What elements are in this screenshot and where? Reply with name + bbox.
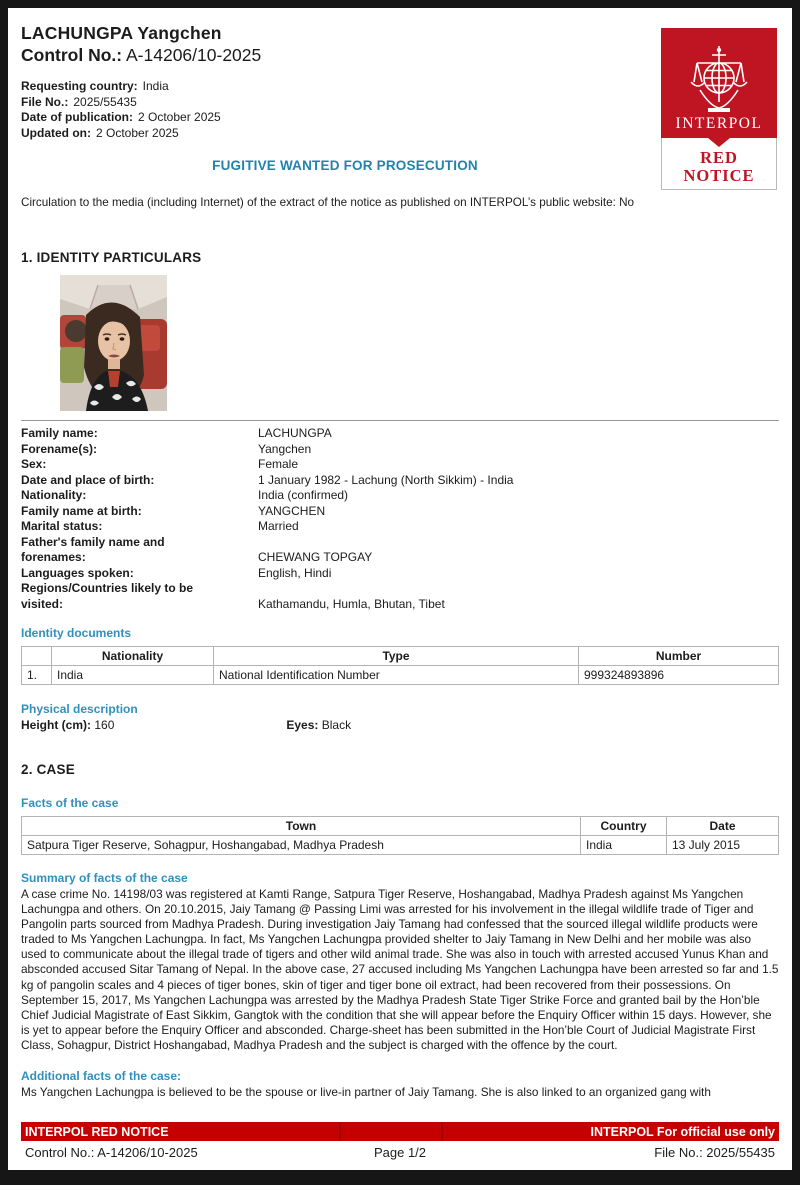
circulation-statement: Circulation to the media (including Internet) of the extract of the notice as published on INTERPOL’s public website: No (21, 196, 635, 209)
col-nationality: Nationality (52, 647, 214, 666)
control-number-label: Control No.: (21, 45, 123, 65)
control-number-value: A-14206/10-2025 (126, 45, 262, 65)
additional-facts-text: Ms Yangchen Lachungpa is believed to be the spouse or live-in partner of Jaiy Tamang. She is also linked to an organized gang with (21, 1085, 711, 1100)
publication-date-value: 2 October 2025 (138, 110, 221, 124)
interpol-emblem-icon (688, 44, 750, 116)
updated-on-value: 2 October 2025 (96, 125, 179, 140)
footer-bar-seam (441, 1122, 443, 1141)
wanted-banner: FUGITIVE WANTED FOR PROSECUTION (212, 158, 478, 173)
footer-file-number: File No.: 2025/55435 (654, 1145, 775, 1161)
field-family-name: Family name: LACHUNGPA (21, 426, 332, 440)
identity-documents-heading: Identity documents (21, 626, 132, 640)
requesting-country-label: Requesting country: (21, 79, 138, 93)
field-father-name: Father's family name and forenames: CHEWANG TOPGAY (21, 534, 373, 564)
field-languages: Languages spoken: English, Hindi (21, 565, 332, 580)
field-sex: Sex: Female (21, 457, 299, 471)
eyes-item: Eyes: Black (286, 718, 352, 732)
summary-heading: Summary of facts of the case (21, 871, 188, 885)
col-number: Number (579, 647, 779, 666)
doc-type: National Identification Number (214, 666, 579, 685)
suspect-photo (60, 275, 167, 411)
identity-documents-header-row (22, 647, 779, 666)
facts-header-row (22, 817, 779, 836)
red-notice-type (683, 149, 754, 185)
field-regions: Regions/Countries likely to be visited: Kathamandu, Humla, Bhutan, Tibet (21, 581, 445, 611)
field-family-name-at-birth: Family name at birth: YANGCHEN (21, 503, 326, 518)
divider (21, 420, 779, 421)
summary-text: A case crime No. 14198/03 was registered at Kamti Range, Satpura Tiger Reserve, Hoshangabad, Madhya Pradesh against Ms Yangchen Lachungpa and others. On 20.10.2015, Jaiy Tamang @ Passing Limi was arrested for his involvement in the illegal wildlife trade of Tiger and Pangolin parts sourced from Madhya Pradesh. During investigation Jaiy Tamang had confessed that the sourced illegal wildlife products were traded to Ms Yangchen Lachungpa. In fact, Ms Yangchen Lachungpa provided shelter to Jaiy Tamang in New Delhi and her mobile was also used to communicate about the illegal trade of tigers and other wild animal trade. She was also in touch with arrested accused Yunus Khan and absconded accused Sitar Tamang of Nepal. In the above case, 27 accused including Ms Yangchen Lachungpa have been arrested so far and 1.5 kg of pangolin scales and 4 pieces of tiger bones, skin of tiger and tiger bone oil extract, had been recovered from their possessions. On September 15, 2017, Ms Yangchen Lachungpa was arrested by the Madhya Pradesh State Tiger Strike Force and granted bail by the Hon’ble Chief Judicial Magistrate of East Sikkim, Gangtok with the condition that she will appear before the Enquiry Officer within 15 days. However, she is yet to appear before the Enquiry Officer and absconded. Charge-sheet has been submitted in the Hon’ble Court of Judicial Magistrate First Class, Sohagpur, District Hoshangabad, Madhya Pradesh and the subject is charged with the offence by the court. (21, 887, 779, 1052)
col-index (22, 647, 52, 666)
footer-info-row (21, 1141, 779, 1162)
field-nationality: Nationality: India (confirmed) (21, 488, 349, 502)
footer-bar-right: INTERPOL For official use only (590, 1124, 775, 1139)
identity-documents-table (21, 646, 779, 685)
doc-number: 999324893896 (579, 666, 779, 685)
facts-row (22, 836, 779, 855)
col-town: Town (22, 817, 581, 836)
doc-index: 1. (22, 666, 52, 685)
field-birth: Date and place of birth: 1 January 1982 - Lachung (North Sikkim) - India (21, 472, 514, 487)
height-item: Height (cm): 160 (21, 718, 115, 732)
col-type: Type (214, 647, 579, 666)
col-country: Country (581, 817, 667, 836)
footer-bar-left: INTERPOL RED NOTICE (25, 1124, 169, 1139)
footer-page-number: Page 1/2 (373, 1145, 427, 1161)
updated-on-label: Updated on: (21, 125, 91, 140)
subject-name-title: LACHUNGPA Yangchen (21, 23, 222, 43)
facts-table (21, 816, 779, 855)
facts-date: 13 July 2015 (667, 836, 779, 855)
identity-document-row (22, 666, 779, 685)
red-notice-line2: NOTICE (683, 165, 755, 185)
field-forenames: Forename(s): Yangchen (21, 441, 312, 456)
footer-bar-seam (339, 1122, 341, 1141)
physical-description-row (21, 717, 779, 733)
red-notice-label-panel (661, 138, 777, 190)
field-marital-status: Marital status: Married (21, 519, 299, 533)
page-footer (21, 1122, 779, 1162)
col-date: Date (667, 817, 779, 836)
file-number-label: File No.: (21, 94, 69, 109)
case-section-heading: 2. CASE (21, 762, 75, 777)
triangle-pointer-icon (708, 138, 730, 147)
identity-section-heading: 1. IDENTITY PARTICULARS (21, 250, 202, 265)
red-notice-line1: RED (700, 147, 738, 167)
facts-of-case-heading: Facts of the case (21, 796, 119, 810)
footer-red-bar (21, 1122, 779, 1141)
facts-country: India (581, 836, 667, 855)
interpol-red-notice-logo (661, 28, 777, 190)
publication-date-label: Date of publication: (21, 110, 133, 124)
file-number-value: 2025/55435 (73, 94, 137, 109)
physical-description-heading: Physical description (21, 702, 138, 716)
doc-nationality: India (52, 666, 214, 685)
additional-facts-heading: Additional facts of the case: (21, 1069, 182, 1084)
red-notice-document (8, 8, 792, 1170)
identity-fields (21, 426, 779, 612)
interpol-wordmark: INTERPOL (675, 115, 763, 132)
facts-town: Satpura Tiger Reserve, Sohagpur, Hoshangabad, Madhya Pradesh (22, 836, 581, 855)
footer-control-number: Control No.: A-14206/10-2025 (25, 1145, 198, 1161)
requesting-country-value: India (142, 79, 169, 93)
interpol-emblem-panel (661, 28, 777, 138)
